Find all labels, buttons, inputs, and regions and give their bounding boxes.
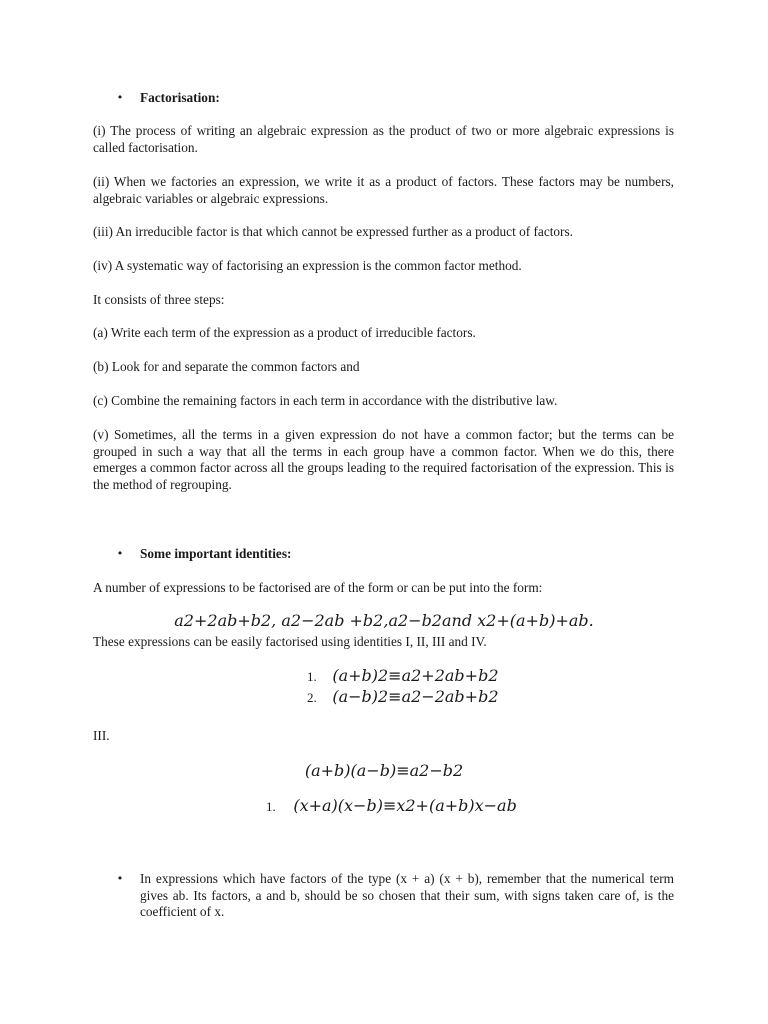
identity-iv-number: 1.: [266, 799, 276, 814]
identity-1-row: [307, 668, 499, 686]
bullet-icon: •: [116, 91, 124, 104]
identity-2-number: 2.: [307, 690, 317, 705]
paragraph-iii: (iii) An irreducible factor is that which cannot be expressed further as a product of factors.: [93, 224, 573, 239]
identity-1-expression: (a+b)2≡a2+2ab+b2: [332, 666, 499, 685]
step-c: (c) Combine the remaining factors in each term in accordance with the distributive law.: [93, 393, 558, 408]
identity-iv-row: [266, 798, 517, 816]
step-a: (a) Write each term of the expression as a product of irreducible factors.: [93, 325, 476, 340]
paragraph-steps-intro: It consists of three steps:: [93, 292, 225, 307]
identities-heading-row: [93, 546, 674, 563]
identity-2-expression: (a−b)2≡a2−2ab+b2: [332, 687, 499, 706]
identity-2-row: [307, 689, 499, 707]
identities-usage-text: These expressions can be easily factorised using identities I, II, III and IV.: [93, 634, 487, 649]
identities-intro: A number of expressions to be factorised are of the form or can be put into the form:: [93, 580, 543, 595]
identity-1-number: 1.: [307, 669, 317, 684]
identities-heading: Some important identities:: [140, 546, 292, 561]
paragraph-ii: (ii) When we factories an expression, we write it as a product of factors. These factors may be numbers, algebraic variables or algebraic expressions.: [93, 174, 674, 206]
paragraph-i: (i) The process of writing an algebraic expression as the product of two or more algebraic expressions is called factorisation.: [93, 123, 674, 155]
step-b: (b) Look for and separate the common factors and: [93, 359, 360, 374]
paragraph-v: (v) Sometimes, all the terms in a given expression do not have a common factor; but the terms can be grouped in such a way that all the terms in each group have a common factor. When we do this, there emerges a common factor across all the groups leading to the required factorisation of the expression. This is the method of regrouping.: [93, 427, 674, 492]
bullet-icon: •: [116, 872, 124, 885]
forms-expression: a2+2ab+b2, a2−2ab +b2,a2−b2and x2+(a+b)+ab.: [174, 611, 594, 630]
factor-tip-text: In expressions which have factors of the type (x + a) (x + b), remember that the numerical term gives ab. Its factors, a and b, should be so chosen that their sum, with signs taken care of, is the coefficient of x.: [140, 871, 674, 920]
factorisation-heading: Factorisation:: [140, 90, 220, 105]
identity-iv-expression: (x+a)(x−b)≡x2+(a+b)x−ab: [293, 796, 517, 815]
identity-iii-expression: (a+b)(a−b)≡a2−b2: [304, 761, 464, 780]
factor-tip-row: [93, 871, 674, 923]
paragraph-iv: (iv) A systematic way of factorising an expression is the common factor method.: [93, 258, 522, 273]
factorisation-heading-row: [93, 90, 674, 107]
bullet-icon: •: [116, 547, 124, 560]
identity-iii-label: III.: [93, 728, 110, 743]
